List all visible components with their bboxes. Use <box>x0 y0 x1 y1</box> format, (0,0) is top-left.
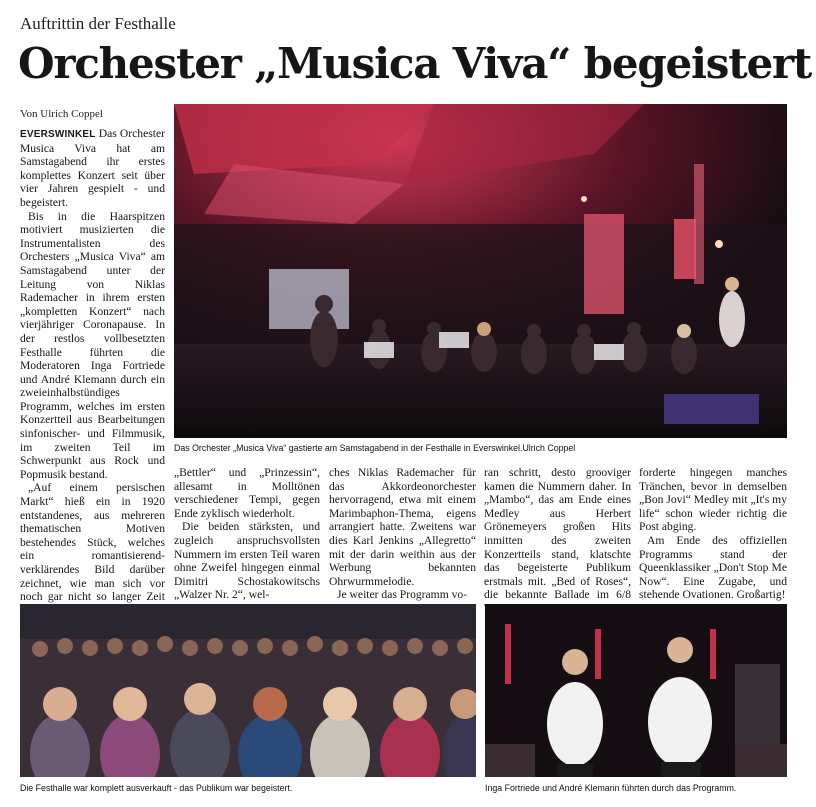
hosts-image <box>485 604 787 777</box>
orchestra-stage-image <box>174 104 787 438</box>
concert-photo <box>174 104 787 438</box>
paragraph: Die beiden stärksten, und zugleich anspruchsvollsten Nummern im ersten Teil waren ohne Zweifel hingegen einmal Dimitri Schostakowitschs „Walzer Nr. 2“, wel- <box>174 520 320 602</box>
paragraph: ran schritt, desto grooviger kamen die Nummern daher. In „Mambo“, das am Ende eines Medley aus Herbert Grönemeyers großen Hits inmitten des zweiten Konzertteils stand, klatschte das begeisterte Publikum erstmals mit. „Bed of Roses“, die bekannte Ballade im 6/8 <box>484 466 631 602</box>
audience-photo <box>20 604 476 777</box>
audience-image <box>20 604 476 777</box>
hosts-photo-caption: Inga Fortriede und André Klemann führten durch das Programm. <box>485 783 737 793</box>
text-column-5 <box>639 466 787 600</box>
byline: Von Ulrich Coppel <box>20 108 103 120</box>
paragraph: Je weiter das Programm vo- <box>337 588 468 602</box>
audience-photo-caption: Die Festhalle war komplett ausverkauft - das Publikum war begeistert. <box>20 783 293 793</box>
text-column-3 <box>329 466 476 600</box>
paragraph: „Bettler“ und „Prinzessin“, allesamt in Molltönen verschiedener Tempi, gegen Ende zyklisch wiederholt. <box>174 466 320 520</box>
text-column-1 <box>20 127 165 604</box>
kicker: Auftrittin der Festhalle <box>20 14 176 33</box>
paragraph <box>20 127 165 210</box>
paragraph: Am Ende des offiziellen Programms stand der Queenklassiker „Don't Stop Me Now“. Eine Zugabe, und stehende Ovationen. Großartig! <box>639 533 787 602</box>
main-photo-caption: Das Orchester „Musica Viva“ gastierte am Samstagabend in der Festhalle in Everswinkel.Ulrich Coppel <box>174 443 576 453</box>
paragraph: ches Niklas Rademacher für das Akkordeonorchester hervorragend, etwa mit einem Marimbaphon-Thema, eigens arrangiert hatte. Zweitens war dies Karl Jenkins „Allegretto“ mit der darin weithin aus der Werbung bekannten Ohrwurmmelodie. <box>329 466 476 588</box>
paragraph: forderte hingegen manches Tränchen, bevor in demselben „Bon Jovi“ Medley mit „It's my life“ schon wieder richtig die Post abging. <box>639 466 787 534</box>
text-column-4 <box>484 466 631 600</box>
paragraph: „Auf einem persischen Markt“ hieß ein in 1920 entstandenes, aus mehreren thematischen Motiven bestehendes Stück, welches ein romantisierend-verklärendes Bild darüber zeichnet, wie man sich vor noch gar nicht so langer Zeit <box>20 481 165 604</box>
headline: Orchester „Musica Viva“ begeistert <box>18 39 812 88</box>
dateline: EVERSWINKEL <box>20 129 96 140</box>
hosts-photo <box>485 604 787 777</box>
text-column-2 <box>174 466 320 600</box>
paragraph-text: Das Orchester Musica Viva hat am Samstagabend ihr erstes komplettes Konzert seit über vier Jahren gespielt - und begeistert. <box>20 127 165 209</box>
paragraph: Bis in die Haarspitzen motiviert musizierten die Instrumentalisten des Orchesters „Musica Viva“ am Samstagabend unter der Leitung von Niklas Rademacher in ihrem ersten „kompletten Konzert“ nach vierjähriger Coronapause. In der restlos vollbesetzten Festhalle führten die Moderatoren Inga Fortriede und André Klemann durch ein zweieinhalbstündiges Programm, welches im ersten Konzertteil aus Bearbeitungen sinfonischer- und Filmmusik, im zweiten Teil im Schwerpunkt aus Rock und Popmusik bestand. <box>20 209 165 481</box>
